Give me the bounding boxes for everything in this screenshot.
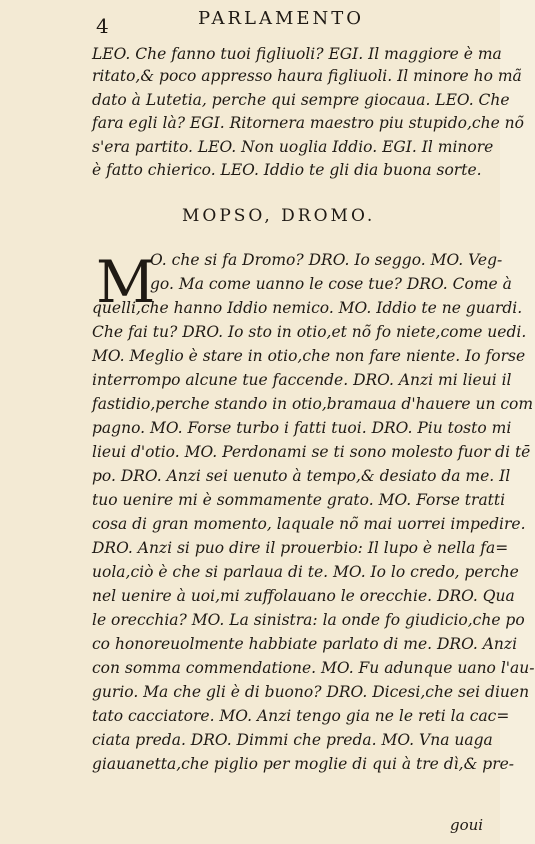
dialogue-line: con somma commendatione. MO. Fu adunque uano l'au- (92, 659, 535, 677)
dialogue-line: tato cacciatore. MO. Anzi tengo gia ne le reti la cac= (92, 707, 510, 725)
dialogue-line: lieui d'otio. MO. Perdonami se ti sono molesto fuor di tē (92, 443, 531, 461)
dialogue-line: quelli,che hanno Iddio nemico. MO. Iddio te ne guardi. (92, 299, 523, 317)
dialogue-line: pagno. MO. Forse turbo i fatti tuoi. DRO. Piu tosto mi (92, 419, 512, 437)
text-line: LEO. Che fanno tuoi figliuoli? EGI. Il maggiore è ma (92, 45, 502, 63)
section-title: MOPSO, DROMO. (182, 206, 376, 226)
dialogue-line: interrompo alcune tue faccende. DRO. Anzi mi lieui il (92, 371, 512, 389)
text-line: ritato,& poco appresso haura figliuoli. Il minore ho mã (92, 67, 522, 85)
dialogue-line: co honoreuolmente habbiate parlato di me. DRO. Anzi (92, 635, 518, 653)
dialogue-line: le orecchia? MO. La sinistra: la onde fo giudicio,che po (92, 611, 525, 629)
text-line: è fatto chierico. LEO. Iddio te gli dia buona sorte. (92, 161, 482, 179)
running-head: PARLAMENTO (198, 8, 365, 29)
dialogue-line: MO. Meglio è stare in otio,che non fare niente. Io forse (92, 347, 526, 365)
dialogue-line: giauanetta,che piglio per moglie di qui à tre dì,& pre- (92, 755, 515, 773)
dialogue-line: po. DRO. Anzi sei uenuto à tempo,& desiato da me. Il (92, 467, 511, 485)
dialogue-line: DRO. Anzi si puo dire il prouerbio: Il lupo è nella fa= (92, 539, 509, 557)
dialogue-line: uola,ciò è che si parlaua di te. MO. Io lo credo, perche (92, 563, 519, 581)
drop-cap: M (96, 248, 156, 316)
catchword: goui (450, 816, 484, 834)
dialogue-line: Che fai tu? DRO. Io sto in otio,et nõ fo niete,come uedi. (92, 323, 527, 341)
dialogue-line: ciata preda. DRO. Dimmi che preda. MO. Vna uaga (92, 731, 493, 749)
dialogue-line: cosa di gran momento, laquale nõ mai uorrei impedire. (92, 515, 526, 533)
text-line: fara egli là? EGI. Ritornera maestro piu stupido,che nõ (92, 114, 524, 132)
dialogue-line: fastidio,perche stando in otio,bramaua d'hauere un com (92, 395, 534, 413)
dialogue-line: tuo uenire mi è sommamente grato. MO. Forse tratti (92, 491, 506, 509)
text-line: dato à Lutetia, perche qui sempre giocaua. LEO. Che (92, 91, 510, 109)
dialogue-line: go. Ma come uanno le cose tue? DRO. Come à (150, 275, 512, 293)
dialogue-line: nel uenire à uoi,mi zuffolauano le orecchie. DRO. Qua (92, 587, 515, 605)
dialogue-line: O. che si fa Dromo? DRO. Io seggo. MO. Veg- (150, 251, 503, 269)
page-number: 4 (96, 14, 109, 38)
dialogue-line: gurio. Ma che gli è di buono? DRO. Dicesi,che sei diuen (92, 683, 530, 701)
text-line: s'era partito. LEO. Non uoglia Iddio. EGI. Il minore (92, 138, 494, 156)
